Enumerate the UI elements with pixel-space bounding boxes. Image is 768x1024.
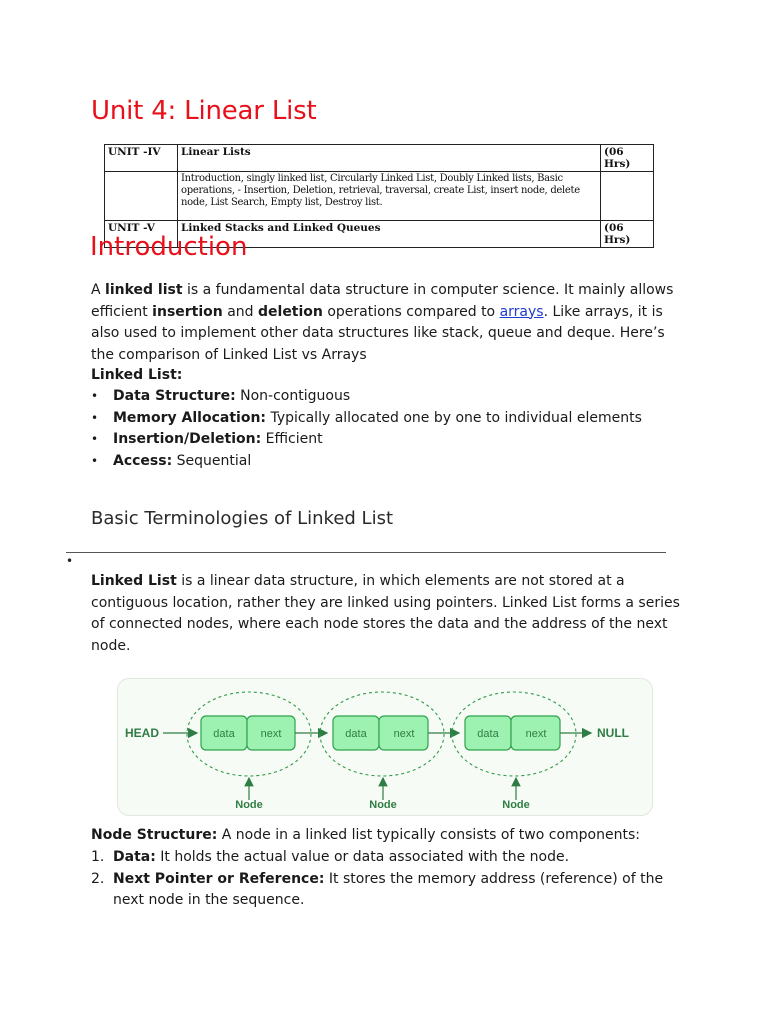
page-title: Unit 4: Linear List <box>91 96 317 126</box>
data-field-label: data <box>213 728 235 740</box>
list-item <box>91 847 691 869</box>
syllabus-table-image <box>104 144 654 246</box>
bullet-label: Memory Allocation: <box>113 409 267 426</box>
bullet-dot: • <box>91 410 99 425</box>
definition-paragraph <box>91 571 681 657</box>
intro-text: is a fundamental data structure in computer science. It mainly allows efficient <box>91 282 674 320</box>
syllabus-hours: (06 Hrs) <box>601 145 654 172</box>
bullet-text: Non-contiguous <box>235 388 351 404</box>
intro-paragraph <box>91 280 681 366</box>
list-number: 1. <box>91 849 105 865</box>
component-label: Data: <box>113 849 156 865</box>
bullet-dot: • <box>91 432 99 446</box>
definition-text: is a linear data structure, in which elements are not stored at a contiguous location, rather they are linked using pointers. Linked List forms a series of connected nodes, where each node stores the data and the address of the next node. <box>91 573 680 654</box>
node-3 <box>452 692 576 811</box>
syllabus-unit: UNIT -IV <box>105 145 178 172</box>
node-label: Node <box>502 799 530 811</box>
intro-text: and <box>222 303 258 320</box>
section-heading-introduction: Introduction <box>90 232 248 262</box>
bullet-text: Typically allocated one by one to individual elements <box>266 409 642 426</box>
node-structure-label: Node Structure: <box>91 827 218 843</box>
bullet-dot: • <box>66 554 74 568</box>
syllabus-next-unit: UNIT -V <box>105 221 178 248</box>
node-1 <box>187 692 311 811</box>
syllabus-unit-blank <box>105 172 178 221</box>
null-label: NULL <box>597 726 629 740</box>
bullet-dot: • <box>91 453 99 468</box>
linked-list-diagram <box>117 678 651 814</box>
section-heading-basic-terminologies: Basic Terminologies of Linked List <box>91 508 394 529</box>
node-label: Node <box>235 799 263 811</box>
bullet-label: Data Structure: <box>113 388 236 404</box>
horizontal-rule <box>66 552 666 553</box>
data-field-label: data <box>345 728 367 740</box>
list-item <box>91 408 691 430</box>
linked-list-label <box>91 365 681 387</box>
term-insertion: insertion <box>152 303 223 320</box>
list-number: 2. <box>91 870 105 887</box>
next-field-label: next <box>393 728 415 740</box>
component-list <box>91 847 691 912</box>
next-field-label: next <box>260 728 282 740</box>
list-item <box>91 451 691 473</box>
intro-text: operations compared to <box>322 303 500 320</box>
comparison-bullet-list <box>91 386 691 472</box>
bullet-text: Efficient <box>261 431 323 447</box>
term-linked-list: linked list <box>105 282 183 298</box>
component-text: It holds the actual value or data associated with the node. <box>155 849 570 865</box>
syllabus-description: Introduction, singly linked list, Circularly Linked List, Doubly Linked lists, Basic operations, - Insertion, Deletion, retrieval, traversal, create List, insert node, delete node, List Search, Empty list, Destroy list. <box>178 172 601 221</box>
bullet-text: Sequential <box>172 452 252 469</box>
data-field-label: data <box>477 728 499 740</box>
head-label: HEAD <box>125 726 160 740</box>
bullet-dot: • <box>91 389 99 403</box>
syllabus-hours-blank <box>601 172 654 221</box>
node-label: Node <box>369 799 397 811</box>
component-text: It stores the memory address (reference) of the next node in the sequence. <box>113 870 664 908</box>
node-structure-text: A node in a linked list typically consists of two components: <box>217 827 640 843</box>
bullet-label: Insertion/Deletion: <box>113 431 262 447</box>
arrays-link[interactable]: arrays <box>499 303 544 320</box>
intro-text: . Like arrays, it is also used to implement other data structures like stack, queue and deque. Here’s the comparison of Linked List vs Arrays <box>91 303 665 363</box>
list-item <box>91 429 691 451</box>
syllabus-next-title: Linked Stacks and Linked Queues <box>178 221 601 248</box>
list-item <box>91 386 691 408</box>
node-structure-line <box>91 825 681 847</box>
intro-text: A <box>91 282 106 298</box>
syllabus-title: Linear Lists <box>178 145 601 172</box>
node-2 <box>320 692 444 811</box>
bullet-label: Access: <box>113 452 173 469</box>
term-deletion: deletion <box>258 303 323 320</box>
component-label: Next Pointer or Reference: <box>113 870 325 887</box>
syllabus-next-hours: (06 Hrs) <box>601 221 654 248</box>
term-linked-list: Linked List <box>91 573 177 589</box>
list-item <box>91 869 691 912</box>
linked-list-label-text: Linked List: <box>91 367 183 383</box>
next-field-label: next <box>525 728 547 740</box>
